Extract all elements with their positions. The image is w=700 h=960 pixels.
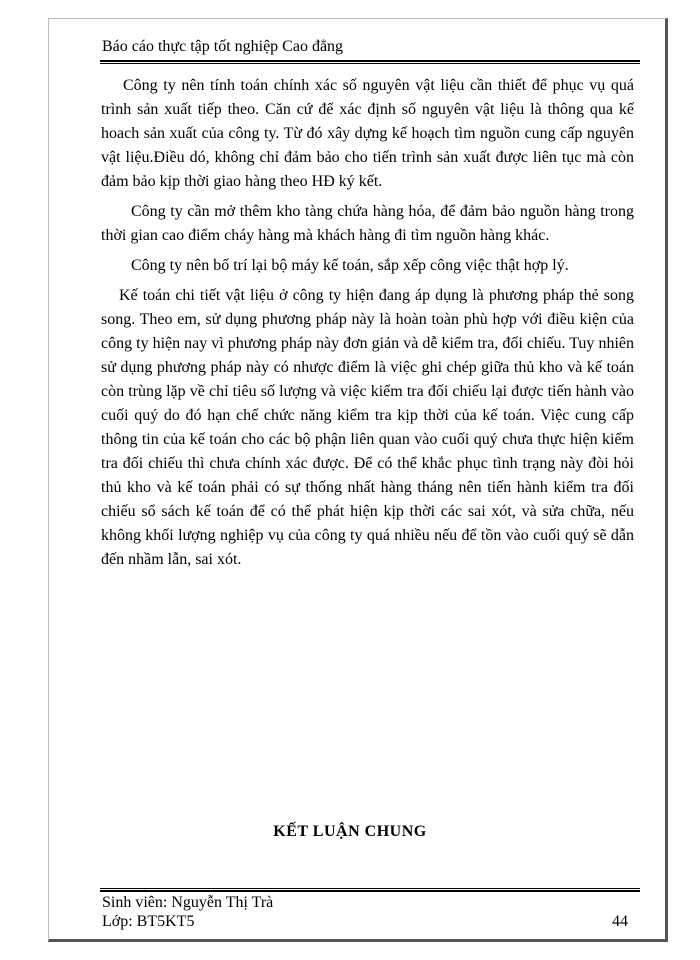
paragraph-materials-planning: Công ty nên tính toán chính xác số nguyên vật liệu cần thiết để phục vụ quá trình sản xuất tiếp theo. Căn cứ để xác định số nguyên vật liệu là thông qua kế hoach sản xuất của công ty. Từ đó xây dựng kế hoạch tìm nguồn cung cấp nguyên vật liệu.Điều dó, không chỉ đảm bảo cho tiến trình sản xuất được liên tục mà còn đảm bảo kịp thời giao hàng theo HĐ ký kết.: [101, 77, 634, 190]
paragraph-accounting-structure: Công ty nên bố trí lại bộ máy kế toán, sắp xếp công việc thật hợp lý.: [131, 257, 569, 274]
header-rule: [100, 60, 640, 64]
footer-class: Lớp: BT5KT5: [102, 913, 195, 930]
paragraph-detailed-accounting: Kế toán chi tiết vật liệu ở công ty hiện đang áp dụng là phương pháp thẻ song song. Theo em, sử dụng phương pháp này là hoàn toàn phù hợp với điều kiện của công ty hiện nay vì phương pháp này đơn giản và dễ kiểm tra, đối chiếu. Tuy nhiên sử dụng phương pháp này có nhược điểm là việc ghi chép giữa thủ kho và kế toán còn trùng lặp về chỉ tiêu số lượng và việc kiểm tra đối chiếu lại được tiến hành vào cuối quý do đó hạn chế chức năng kiểm tra kịp thời của kế toán. Việc cung cấp thông tin của kế toán cho các bộ phận liên quan vào cuối quý chưa thực hiện kiểm tra đối chiếu thì chưa chính xác được. Để có thể khắc phục tình trạng này đòi hỏi thủ kho và kế toán phải có sự thống nhất hàng tháng nên tiến hành kiểm tra đối chiếu sổ sách kế toán để có thể phát hiện kịp thời các sai xót, và sửa chữa, nếu không khối lượng nghiệp vụ của công ty quá nhiều nếu để tồn vào cuối quý sẽ dẫn đến nhầm lẫn, sai xót.: [101, 287, 634, 568]
paragraph-warehouse: Công ty cần mở thêm kho tàng chứa hàng hóa, để đảm bảo nguồn hàng trong thời gian cao điểm cháy hàng mà khách hàng đi tìm nguồn hàng khác.: [101, 203, 634, 244]
footer-student: Sinh viên: Nguyễn Thị Trà: [102, 894, 274, 911]
header-title: Báo cáo thực tập tốt nghiệp Cao đẳng: [102, 38, 344, 55]
page-number: 44: [612, 913, 628, 930]
conclusion-heading: KẾT LUẬN CHUNG: [273, 823, 427, 840]
footer-rule: [100, 888, 640, 892]
body-text: [101, 74, 634, 578]
